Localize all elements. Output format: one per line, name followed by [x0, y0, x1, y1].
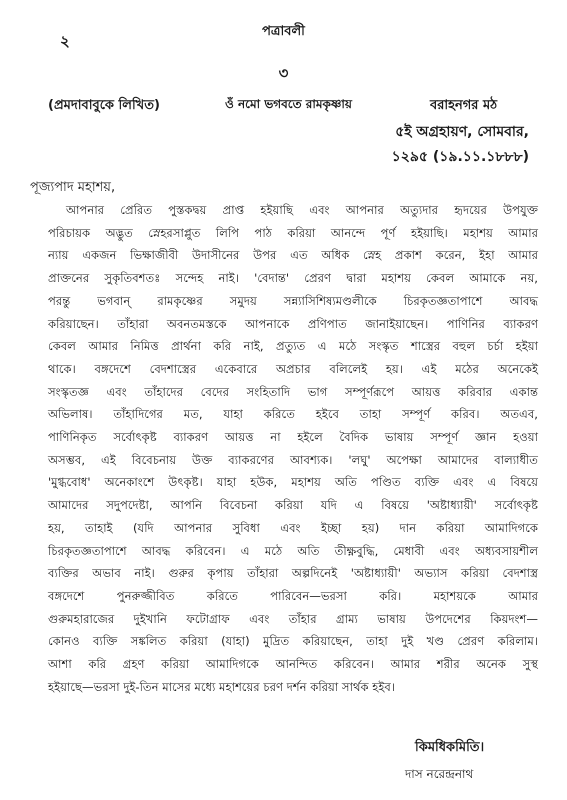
- body-line: হয়, তাহাই (যদি আপনার সুবিধা এবং ইচ্ছা হয়) দান করিয়া আমাদিগকে: [48, 520, 538, 535]
- body-line: কেবল আমার নিমিত্ত প্রার্থনা করি নাই, প্রত্যুত এ মঠে সংস্কৃত শাস্ত্রের বহুল চর্চা হইয়া: [48, 339, 538, 354]
- body-line: পরন্তু ভগবান্ রামকৃষ্ণের সমুদয় সন্ন্যাসিশিষ্যমণ্ডলীকে চিরকৃতজ্ঞতাপাশে আবদ্ধ: [48, 293, 538, 308]
- body-line: কোনও ব্যক্তি সঙ্কলিত করিয়া (যাহা) মুদ্রিত করিয়াছেন, তাহা দুই খণ্ড প্রেরণ করিলাম।: [48, 634, 538, 649]
- body-line: গুরুমহারাজের দুইখানি ফটোগ্রাফ এবং তাঁহার গ্রাম্য ভাষায় উপদেশের কিয়দংশ—: [48, 611, 538, 626]
- body-line: থাকে। বঙ্গদেশে বেদশাস্ত্রের একেবারে অপ্রচার বলিলেই হয়। এই মঠের অনেকেই: [48, 361, 538, 376]
- letter-number: ৩: [278, 64, 289, 82]
- body-line: পরিচায়ক অদ্ভুত স্নেহরসাপ্লুত লিপি পাঠ করিয়া আনন্দে পূর্ণ হইয়াছি। মহাশয় আমার: [48, 225, 538, 240]
- recipient-note: (প্রমদাবাবুকে লিখিত): [48, 98, 160, 113]
- body-line: ব্যক্তির অভাব নাই। গুরুর কৃপায় তাঁহারা অল্পদিনেই 'অষ্টাধ্যায়ী' অভ্যাস করিয়া বেদশাস্ত্র: [48, 566, 538, 581]
- closing-phrase: কিমধিকমিতি।: [415, 740, 485, 755]
- body-line: প্রাক্তনের সুকৃতিবশতঃ সন্দেহ নাই। 'বেদান্ত' প্রেরণ দ্বারা মহাশয় কেবল আমাকে নয়,: [48, 271, 538, 286]
- body-line: সংস্কৃতজ্ঞ এবং তাঁহাদের বেদের সংহিতাদি ভাগ সম্পূর্ণরূপে আয়ত্ত করিবার একান্ত: [48, 384, 538, 399]
- body-line: আমাদের সদুপদেষ্টা, আপনি বিবেচনা করিয়া যদি এ বিষয়ে 'অষ্টাধ্যায়ী' সর্বোৎকৃষ্ট: [48, 498, 538, 513]
- body-line: বঙ্গদেশে পুনরুজ্জীবিত করিতে পারিবেন—ভরসা করি। মহাশয়কে আমার: [48, 588, 538, 603]
- body-line: ন্যায় একজন ভিক্ষাজীবী উদাসীনের উপর এত অধিক স্নেহ প্রকাশ করেন, ইহা আমার: [48, 248, 538, 263]
- body-line: আশা করি গ্রহণ করিয়া আমাদিগকে আনন্দিত করিবেন। আমার শরীর অনেক সুস্থ: [48, 657, 538, 672]
- body-line: চিরকৃতজ্ঞতাপাশে আবদ্ধ করিবেন। এ মঠে অতি তীক্ষ্ণবুদ্ধি, মেধাবী এবং অধ্যবসায়শীল: [48, 543, 538, 558]
- signature: দাস নরেন্দ্রনাথ: [405, 767, 474, 781]
- body-line: অভিলাষ। তাঁহাদিগের মত, যাহা করিতে হইবে তাহা সম্পূর্ণ করিব। অতএব,: [48, 407, 538, 422]
- body-line: অসম্ভব, এই বিবেচনায় উক্ত ব্যাকরণের আবশ্যক। 'লঘু' অপেক্ষা আমাদের বাল্যাধীত: [48, 452, 538, 467]
- body-line: পাণিনিকৃত সর্বোৎকৃষ্ট ব্যাকরণ আয়ত্ত না হইলে বৈদিক ভাষায় সম্পূর্ণ জ্ঞান হওয়া: [48, 430, 538, 445]
- body-line: আপনার প্রেরিত পুস্তকদ্বয় প্রাপ্ত হইয়াছি এবং আপনার অত্যুদার হৃদয়ের উপযুক্ত: [66, 203, 538, 217]
- body-line: 'মুগ্ধবোধ' অনেকাংশে উৎকৃষ্ট। যাহা হউক, মহাশয় অতি পণ্ডিত ব্যক্তি এবং এ বিষয়ে: [48, 475, 538, 490]
- page-number: ২: [60, 32, 70, 50]
- letter-date-line-1: ৫ই অগ্রহায়ণ, সোমবার,: [395, 124, 529, 140]
- letter-place: বরাহনগর মঠ: [430, 98, 498, 113]
- letter-body: [48, 199, 538, 698]
- invocation: ওঁ নমো ভগবতে রামকৃষ্ণায়: [225, 97, 352, 111]
- body-line: হইয়াছে—ভরসা দুই-তিন মাসের মধ্যে মহাশয়ের চরণ দর্শন করিয়া সার্থক হইব।: [48, 679, 395, 694]
- letter-date-line-2: ১২৯৫ (১৯.১১.১৮৮৮): [391, 149, 529, 165]
- body-line: করিয়াছেন। তাঁহারা অবনতমস্তকে আপনাকে প্রণিপাত জানাইয়াছেন। পাণিনির ব্যাকরণ: [48, 316, 538, 331]
- salutation: পূজ্যপাদ মহাশয়,: [30, 180, 116, 195]
- running-header: পত্রাবলী: [262, 24, 305, 39]
